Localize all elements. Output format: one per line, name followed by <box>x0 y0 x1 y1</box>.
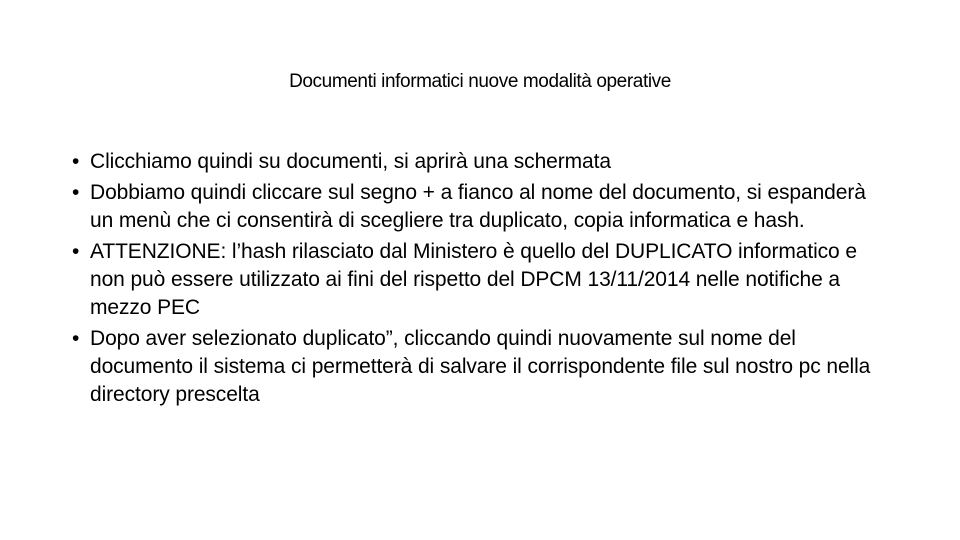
bullet-dot-icon: • <box>72 181 80 204</box>
slide-title: Documenti informatici nuove modalità operative <box>289 71 671 92</box>
bullet-item <box>72 325 892 409</box>
bullet-item <box>72 179 892 235</box>
bullet-dot-icon: • <box>72 150 80 173</box>
bullet-item <box>72 238 892 322</box>
bullet-dot-icon: • <box>72 327 80 350</box>
bullet-list <box>72 148 892 412</box>
bullet-text: Clicchiamo quindi su documenti, si aprirà una schermata <box>90 150 611 173</box>
bullet-text: ATTENZIONE: l’hash rilasciato dal Ministero è quello del DUPLICATO informatico e non può essere utilizzato ai fini del rispetto del DPCM 13/11/2014 nelle notifiche a mezzo PEC <box>90 240 857 319</box>
bullet-text: Dopo aver selezionato duplicato”, cliccando quindi nuovamente sul nome del documento il sistema ci permetterà di salvare il corrispondente file sul nostro pc nella directory prescelta <box>90 327 871 406</box>
bullet-text: Dobbiamo quindi cliccare sul segno + a fianco al nome del documento, si espanderà un menù che ci consentirà di scegliere tra duplicato, copia informatica e hash. <box>90 181 866 232</box>
bullet-item <box>72 148 892 176</box>
bullet-dot-icon: • <box>72 240 80 263</box>
